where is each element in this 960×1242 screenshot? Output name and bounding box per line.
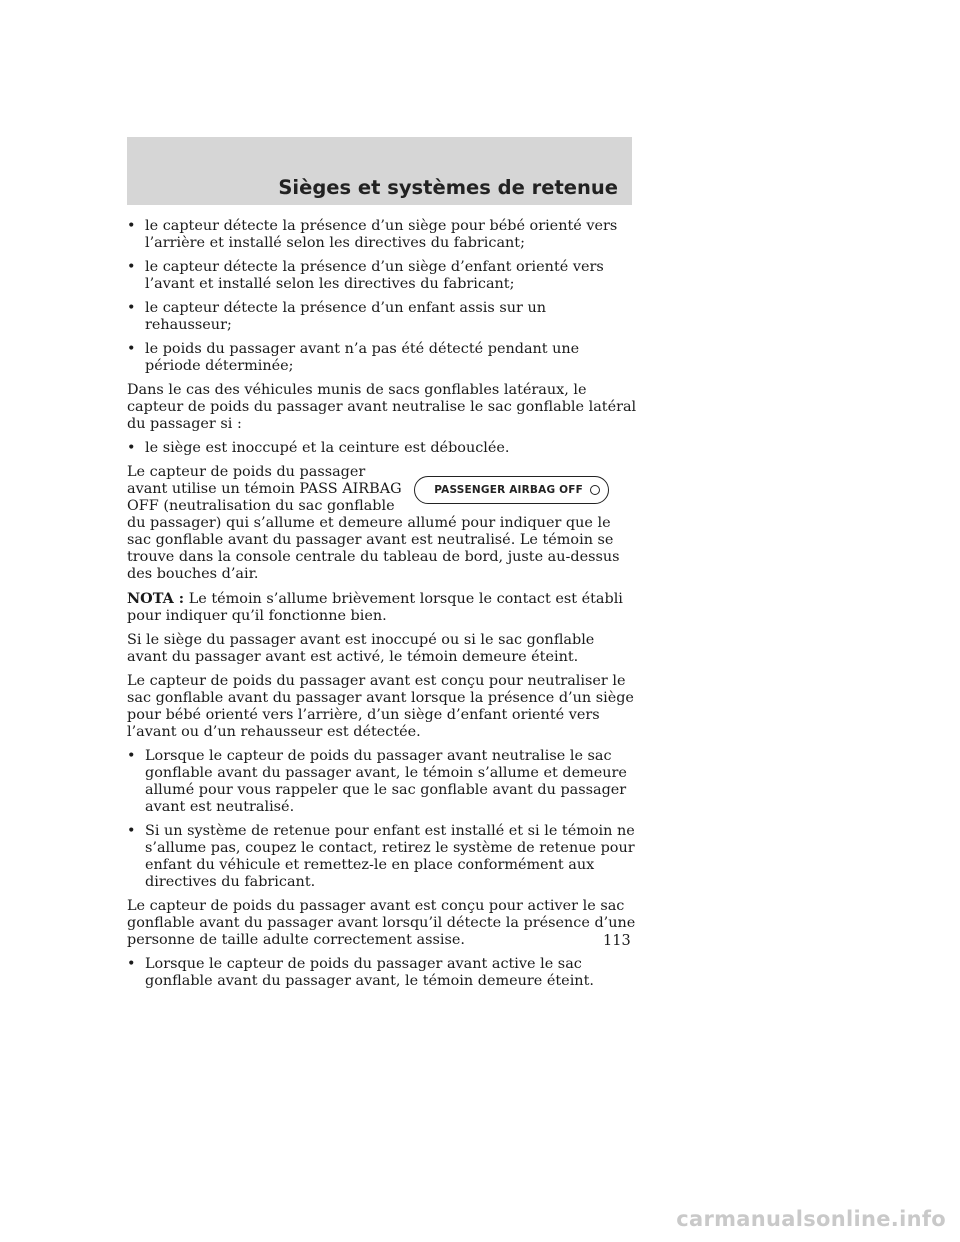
activate-paragraph: Le capteur de poids du passager avant est conçu pour activer le sac gonflable avant du passager avant lorsqu’il détecte la présence d’une personne de taille adulte correctement assise. — [127, 898, 636, 948]
list-item-text: Lorsque le capteur de poids du passager avant neutralise le sac gonflable avant du passager avant, le témoin s’allume et demeure allumé pour vous rappeler que le sac gonflable avant du passager avant est neutralisé. — [145, 748, 627, 815]
indicator-block — [127, 464, 637, 583]
page-content — [127, 218, 637, 997]
bullet-icon: • — [127, 300, 136, 316]
section-header — [127, 137, 632, 205]
list-item-text: Si un système de retenue pour enfant est installé et si le témoin ne s’allume pas, coupez le contact, retirez le système de retenue pour enfant du véhicule et remettez-le en place conformément aux directives du fabricant. — [145, 823, 635, 890]
bullet-icon: • — [127, 748, 136, 764]
indicator-off-paragraph: Si le siège du passager avant est inoccupé ou si le sac gonflable avant du passager avant est activé, le témoin demeure éteint. — [127, 632, 595, 665]
lamp-circle-icon — [590, 485, 600, 495]
list-item — [127, 956, 637, 990]
note-paragraph — [127, 590, 637, 625]
passenger-airbag-off-indicator — [414, 476, 609, 504]
bullet-icon: • — [127, 259, 136, 275]
note-label: NOTA : — [127, 590, 185, 607]
list-item-text: le capteur détecte la présence d’un siège pour bébé orienté vers l’arrière et installé selon les directives du fabricant; — [145, 218, 618, 251]
list-item — [127, 259, 637, 293]
list-item — [127, 748, 637, 816]
design-paragraph: Le capteur de poids du passager avant est conçu pour neutraliser le sac gonflable avant du passager avant lorsque la présence d’un siège pour bébé orienté vers l’arrière, d’un siège d’enfant orienté vers l’avant ou d’un rehausseur est détectée. — [127, 673, 634, 740]
list-item-text: le capteur détecte la présence d’un enfant assis sur un rehausseur; — [145, 300, 546, 333]
indicator-label: PASSENGER AIRBAG OFF — [434, 483, 583, 496]
list-item-text: Lorsque le capteur de poids du passager avant active le sac gonflable avant du passager avant, le témoin demeure éteint. — [145, 956, 594, 989]
list-item-text: le siège est inoccupé et la ceinture est débouclée. — [145, 440, 510, 456]
watermark: carmanualsonline.info — [676, 1207, 946, 1231]
list-item — [127, 218, 637, 252]
bullet-icon: • — [127, 440, 136, 456]
page-number: 113 — [603, 933, 631, 949]
list-item — [127, 300, 637, 334]
list-item — [127, 341, 637, 375]
bullet-icon: • — [127, 823, 136, 839]
note-text: Le témoin s’allume brièvement lorsque le contact est établi pour indiquer qu’il fonctionne bien. — [127, 591, 623, 624]
bullet-icon: • — [127, 341, 136, 357]
list-item-text: le capteur détecte la présence d’un siège d’enfant orienté vers l’avant et installé selon les directives du fabricant; — [145, 259, 604, 292]
list-item — [127, 823, 637, 891]
list-item — [127, 440, 637, 457]
side-airbag-paragraph: Dans le cas des véhicules munis de sacs gonflables latéraux, le capteur de poids du passager avant neutralise le sac gonflable latéral du passager si : — [127, 382, 637, 432]
indicator-paragraph: Le capteur de poids du passager avant utilise un témoin PASS AIRBAG OFF (neutralisation du sac gonflable du passager) qui s’allume et demeure allumé pour indiquer que le sac gonflable avant du passager avant est neutralisé. Le témoin se trouve dans la console centrale du tableau de bord, juste au-dessus des bouches d’air. — [127, 464, 620, 582]
bullet-icon: • — [127, 218, 136, 234]
bullet-icon: • — [127, 956, 136, 972]
section-title: Sièges et systèmes de retenue — [278, 176, 618, 199]
list-item-text: le poids du passager avant n’a pas été détecté pendant une période déterminée; — [145, 341, 580, 374]
